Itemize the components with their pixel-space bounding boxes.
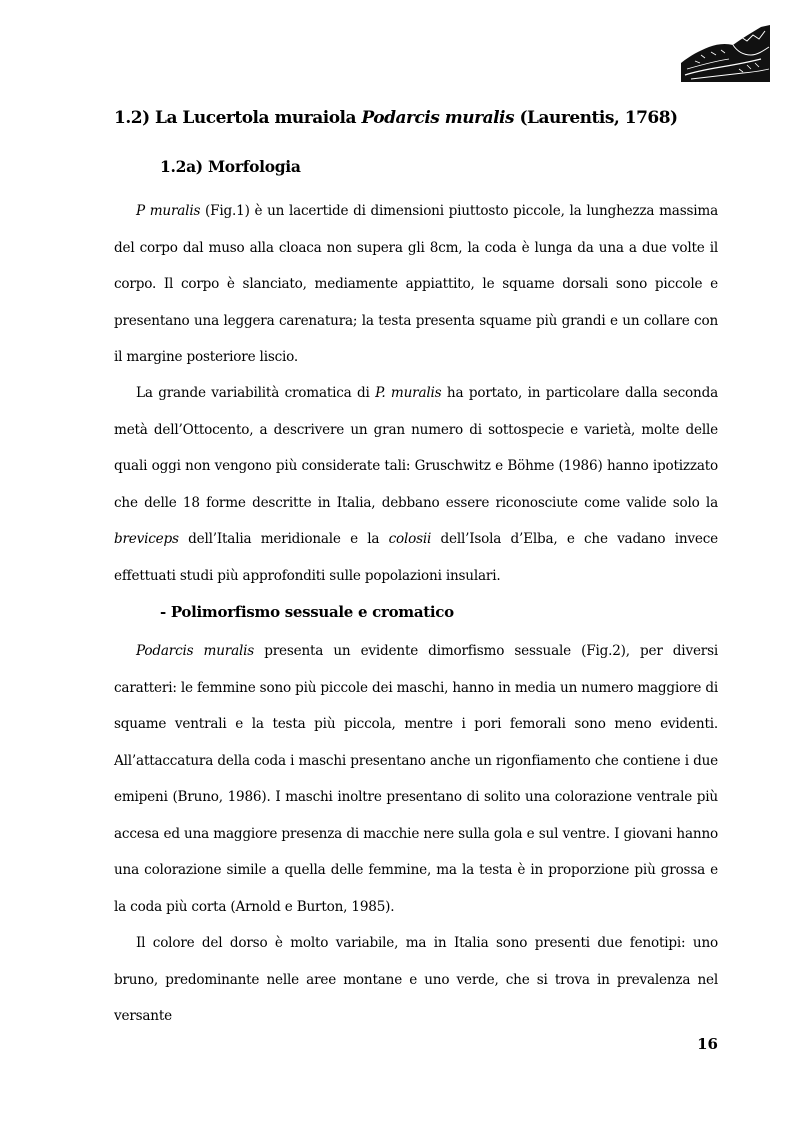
page-number: 16 bbox=[697, 1035, 718, 1053]
section-heading: 1.2) La Lucertola muraiola Podarcis muralis (Laurentis, 1768) bbox=[114, 108, 678, 128]
subsection-heading-polimorfismo: - Polimorfismo sessuale e cromatico bbox=[160, 603, 454, 621]
subsection-heading-morfologia: 1.2a) Morfologia bbox=[160, 157, 301, 176]
paragraph-variability: La grande variabilità cromatica di P. muralis ha portato, in particolare dalla seconda metà dell’Ottocento, a descrivere un gran numero di sottospecie e varietà, molte delle quali oggi non vengono più considerate tali: Gruschwitz e Böhme (1986) hanno ipotizzato che delle 18 forme descritte in Italia, debbano essere riconosciute come valide solo la breviceps dell’Italia meridionale e la colosii dell’Isola d’Elba, e che vadano invece effettuati studi più approfonditi sulle popolazioni insulari. bbox=[114, 385, 718, 584]
paragraph-dimorphism: Podarcis muralis presenta un evidente dimorfismo sessuale (Fig.2), per diversi caratteri: le femmine sono più piccole dei maschi, hanno in media un numero maggiore di squame ventrali e la testa più piccola, mentre i pori femorali sono meno evidenti. All’attaccatura della coda i maschi presentano anche un rigonfiamento che contiene i due emipeni (Bruno, 1986). I maschi inoltre presentano di solito una colorazione ventrale più accesa ed una maggiore presenza di macchie nere sulla gola e sul ventre. I giovani hanno una colorazione simile a quella delle femmine, ma la testa è in proporzione più grossa e la coda più corta (Arnold e Burton, 1985). bbox=[114, 643, 719, 915]
paragraph-color: Il colore del dorso è molto variabile, ma in Italia sono presenti due fenotipi: uno bruno, predominante nelle aree montane e uno verde, che si trova in prevalenza nel versante bbox=[114, 935, 718, 1024]
paragraph-description: P muralis (Fig.1) è un lacertide di dimensioni piuttosto piccole, la lunghezza massima del corpo dal muso alla cloaca non supera gli 8cm, la coda è lunga da una a due volte il corpo. Il corpo è slanciato, mediamente appiattito, le squame dorsali sono piccole e presentano una leggera carenatura; la testa presenta squame più grandi e un collare con il margine posteriore liscio. bbox=[114, 203, 718, 365]
header-decoration-image bbox=[681, 25, 770, 82]
